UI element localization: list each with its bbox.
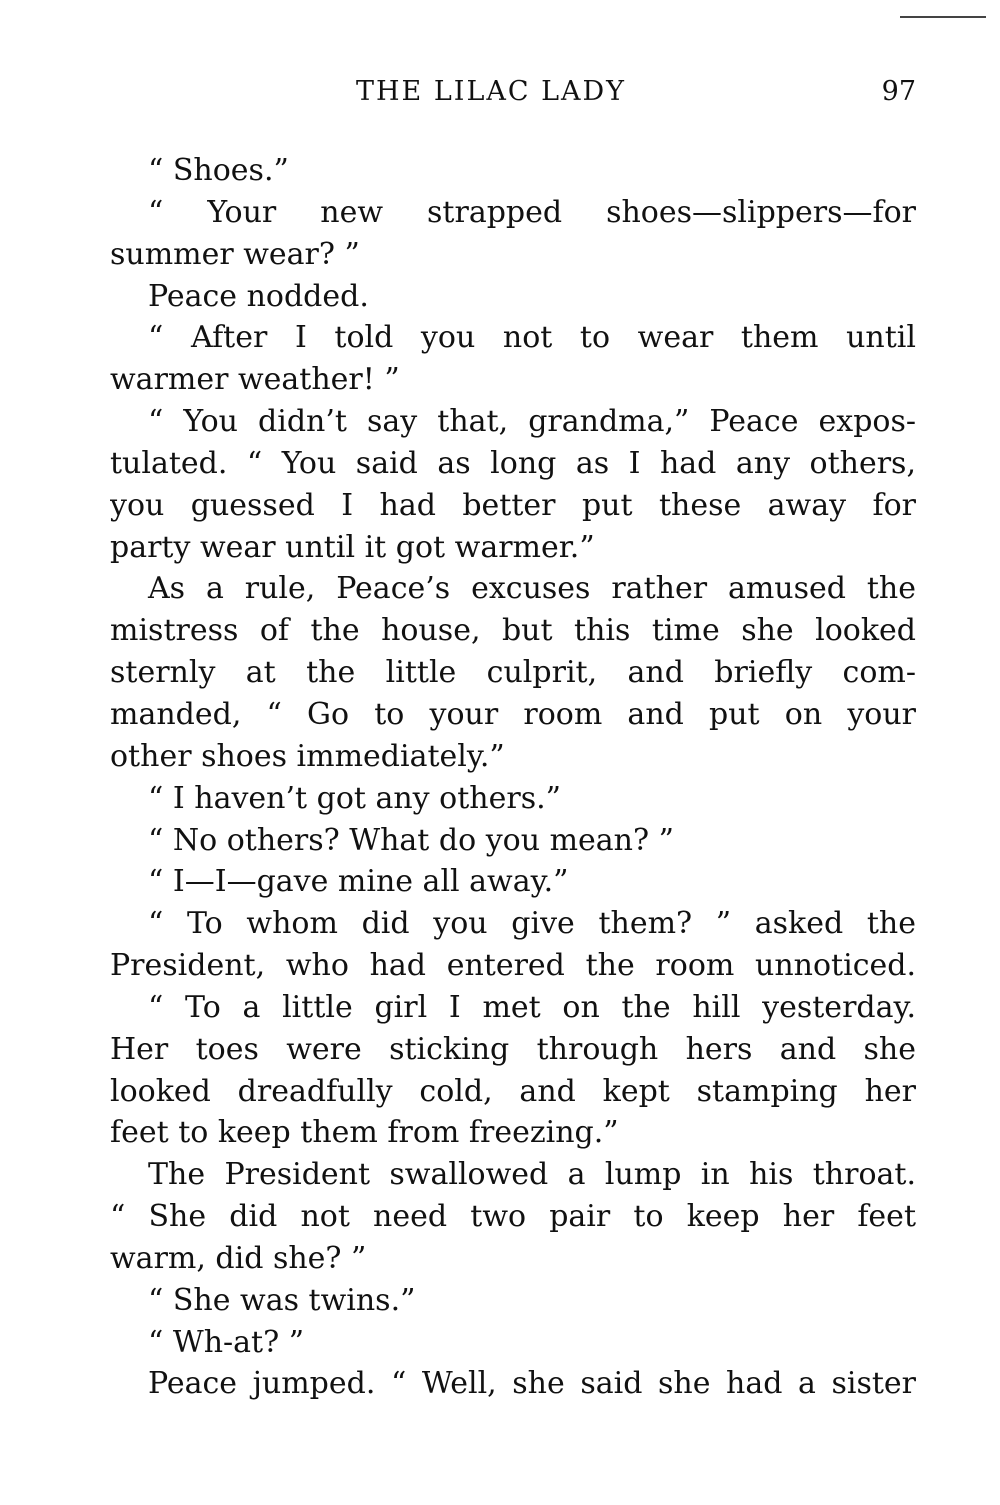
text-line: party wear until it got warmer.” (110, 529, 595, 565)
text-line: “ Wh-at? ” (148, 1324, 305, 1360)
page-number: 97 (881, 76, 916, 107)
text-line: other shoes immediately.” (110, 738, 505, 774)
text-line: As a rule, Peace’s excuses rather amused the (148, 571, 916, 607)
text-line: Her toes were sticking through hers and she (110, 1031, 916, 1067)
text-line: feet to keep them from freezing.” (110, 1115, 619, 1151)
text-line: “ I—I—gave mine all away.” (148, 864, 569, 900)
text-line: you guessed I had better put these away for (110, 487, 916, 523)
text-line: tulated. “ You said as long as I had any others, (110, 445, 916, 481)
text-line: “ After I told you not to wear them until (148, 320, 916, 356)
text-line: warm, did she? ” (110, 1240, 367, 1276)
page-header (110, 76, 916, 116)
text-line: “ I haven’t got any others.” (148, 780, 561, 816)
scan-artifact-line (900, 16, 986, 18)
text-line: “ You didn’t say that, grandma,” Peace expos- (148, 404, 916, 440)
text-line: “ She did not need two pair to keep her feet (110, 1199, 916, 1235)
text-line: “ No others? What do you mean? ” (148, 822, 674, 858)
text-line: The President swallowed a lump in his throat. (148, 1157, 916, 1193)
text-line: summer wear? ” (110, 236, 360, 272)
text-line: warmer weather! ” (110, 362, 400, 398)
text-line: “ To whom did you give them? ” asked the (148, 906, 916, 942)
text-line: Peace jumped. “ Well, she said she had a sister (148, 1366, 916, 1402)
text-line: “ She was twins.” (148, 1282, 416, 1318)
text-line: “ To a little girl I met on the hill yesterday. (148, 989, 916, 1025)
text-line: looked dreadfully cold, and kept stamping her (110, 1073, 916, 1109)
text-line: President, who had entered the room unnoticed. (110, 948, 916, 984)
text-line: “ Your new strapped shoes—slippers—for (148, 194, 916, 230)
text-line: manded, “ Go to your room and put on your (110, 696, 916, 732)
text-line: mistress of the house, but this time she looked (110, 613, 916, 649)
body-text (110, 150, 916, 1405)
text-line: “ Shoes.” (148, 153, 289, 188)
running-title: THE LILAC LADY (356, 76, 627, 107)
text-line: sternly at the little culprit, and briefly com- (110, 655, 916, 691)
text-line: Peace nodded. (148, 278, 369, 314)
